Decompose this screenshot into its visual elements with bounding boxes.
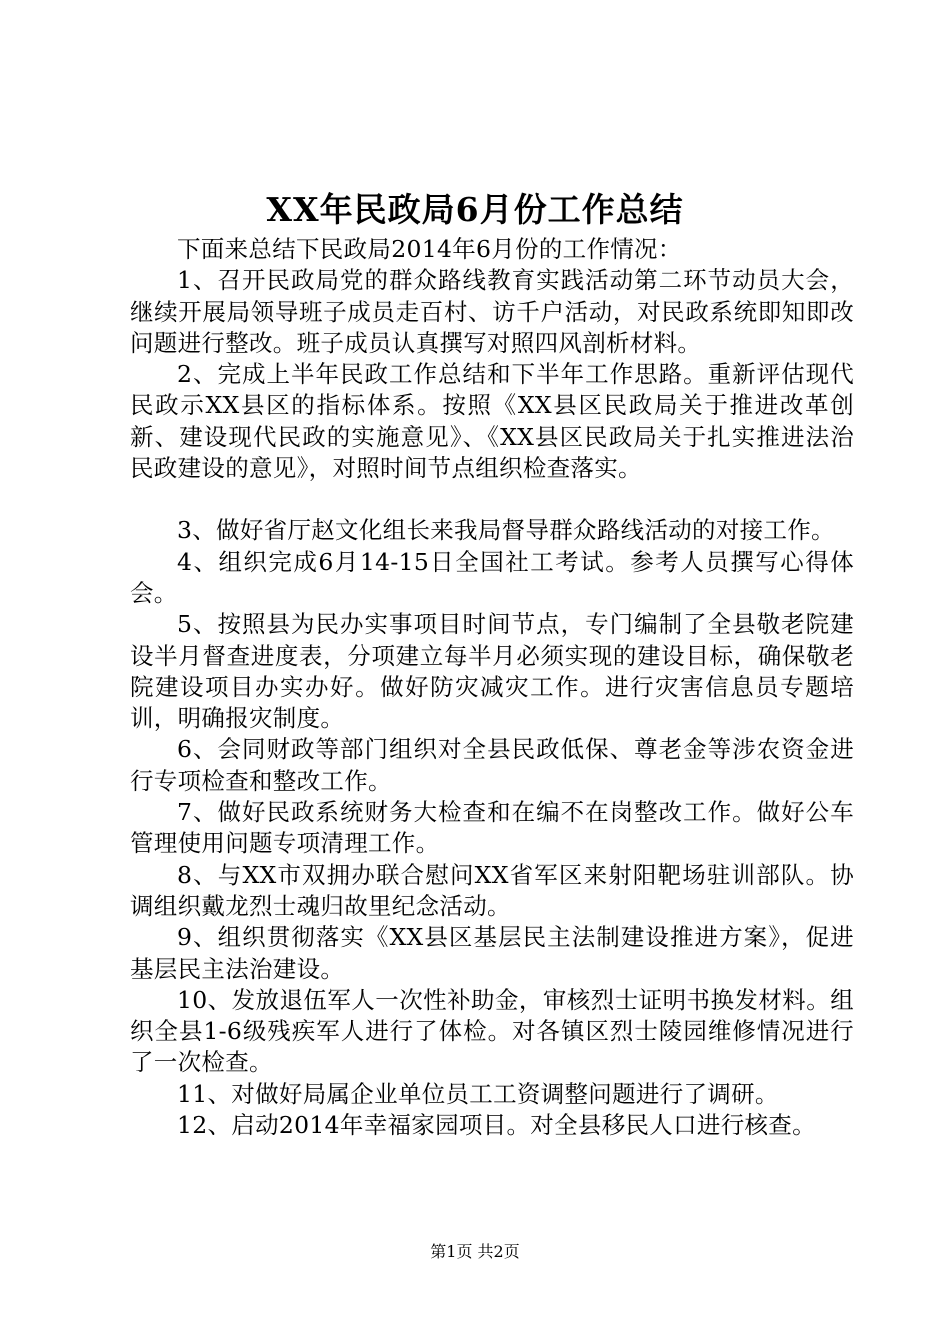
paragraph-item-1: 1、召开民政局党的群众路线教育实践活动第二环节动员大会，继续开展局领导班子成员走百村、访千户活动，对民政系统即知即改问题进行整改。班子成员认真撰写对照四风剖析材料。 bbox=[130, 266, 854, 357]
paragraph-item-7: 7、做好民政系统财务大检查和在编不在岗整改工作。做好公车管理使用问题专项清理工作。 bbox=[130, 798, 854, 858]
paragraph-item-6: 6、会同财政等部门组织对全县民政低保、尊老金等涉农资金进行专项检查和整改工作。 bbox=[130, 735, 854, 795]
paragraph-item-5: 5、按照县为民办实事项目时间节点，专门编制了全县敬老院建设半月督查进度表，分项建立每半月必须实现的建设目标，确保敬老院建设项目办实办好。做好防灾减灾工作。进行灾害信息员专题培训，明确报灾制度。 bbox=[130, 610, 854, 733]
paragraph-item-12: 12、启动2014年幸福家园项目。对全县移民人口进行核查。 bbox=[177, 1111, 816, 1140]
paragraph-item-4: 4、组织完成6月14-15日全国社工考试。参考人员撰写心得体会。 bbox=[130, 547, 854, 607]
document-body bbox=[130, 234, 854, 1141]
paragraph-item-2: 2、完成上半年民政工作总结和下半年工作思路。重新评估现代民政示XX县区的指标体系。按照《XX县区民政局关于推进改革创新、建设现代民政的实施意见》、《XX县区民政局关于扎实推进法治民政建设的意见》，对照时间节点组织检查落实。 bbox=[130, 360, 854, 483]
paragraph-item-10: 10、发放退伍军人一次性补助金，审核烈士证明书换发材料。组织全县1-6级残疾军人进行了体检。对各镇区烈士陵园维修情况进行了一次检查。 bbox=[130, 985, 854, 1077]
document-title: XX年民政局6月份工作总结 bbox=[266, 190, 684, 229]
paragraph-item-9: 9、组织贯彻落实《XX县区基层民主法制建设推进方案》，促进基层民主法治建设。 bbox=[130, 923, 854, 983]
paragraph-item-3: 3、做好省厅赵文化组长来我局督导群众路线活动的对接工作。 bbox=[177, 516, 835, 545]
paragraph-item-8: 8、与XX市双拥办联合慰问XX省军区来射阳靶场驻训部队。协调组织戴龙烈士魂归故里纪念活动。 bbox=[130, 860, 854, 920]
paragraph-intro: 下面来总结下民政局2014年6月份的工作情况： bbox=[177, 235, 682, 263]
page-footer: 第1页 共2页 bbox=[430, 1242, 520, 1261]
paragraph-item-11: 11、对做好局属企业单位员工工资调整问题进行了调研。 bbox=[177, 1079, 779, 1108]
